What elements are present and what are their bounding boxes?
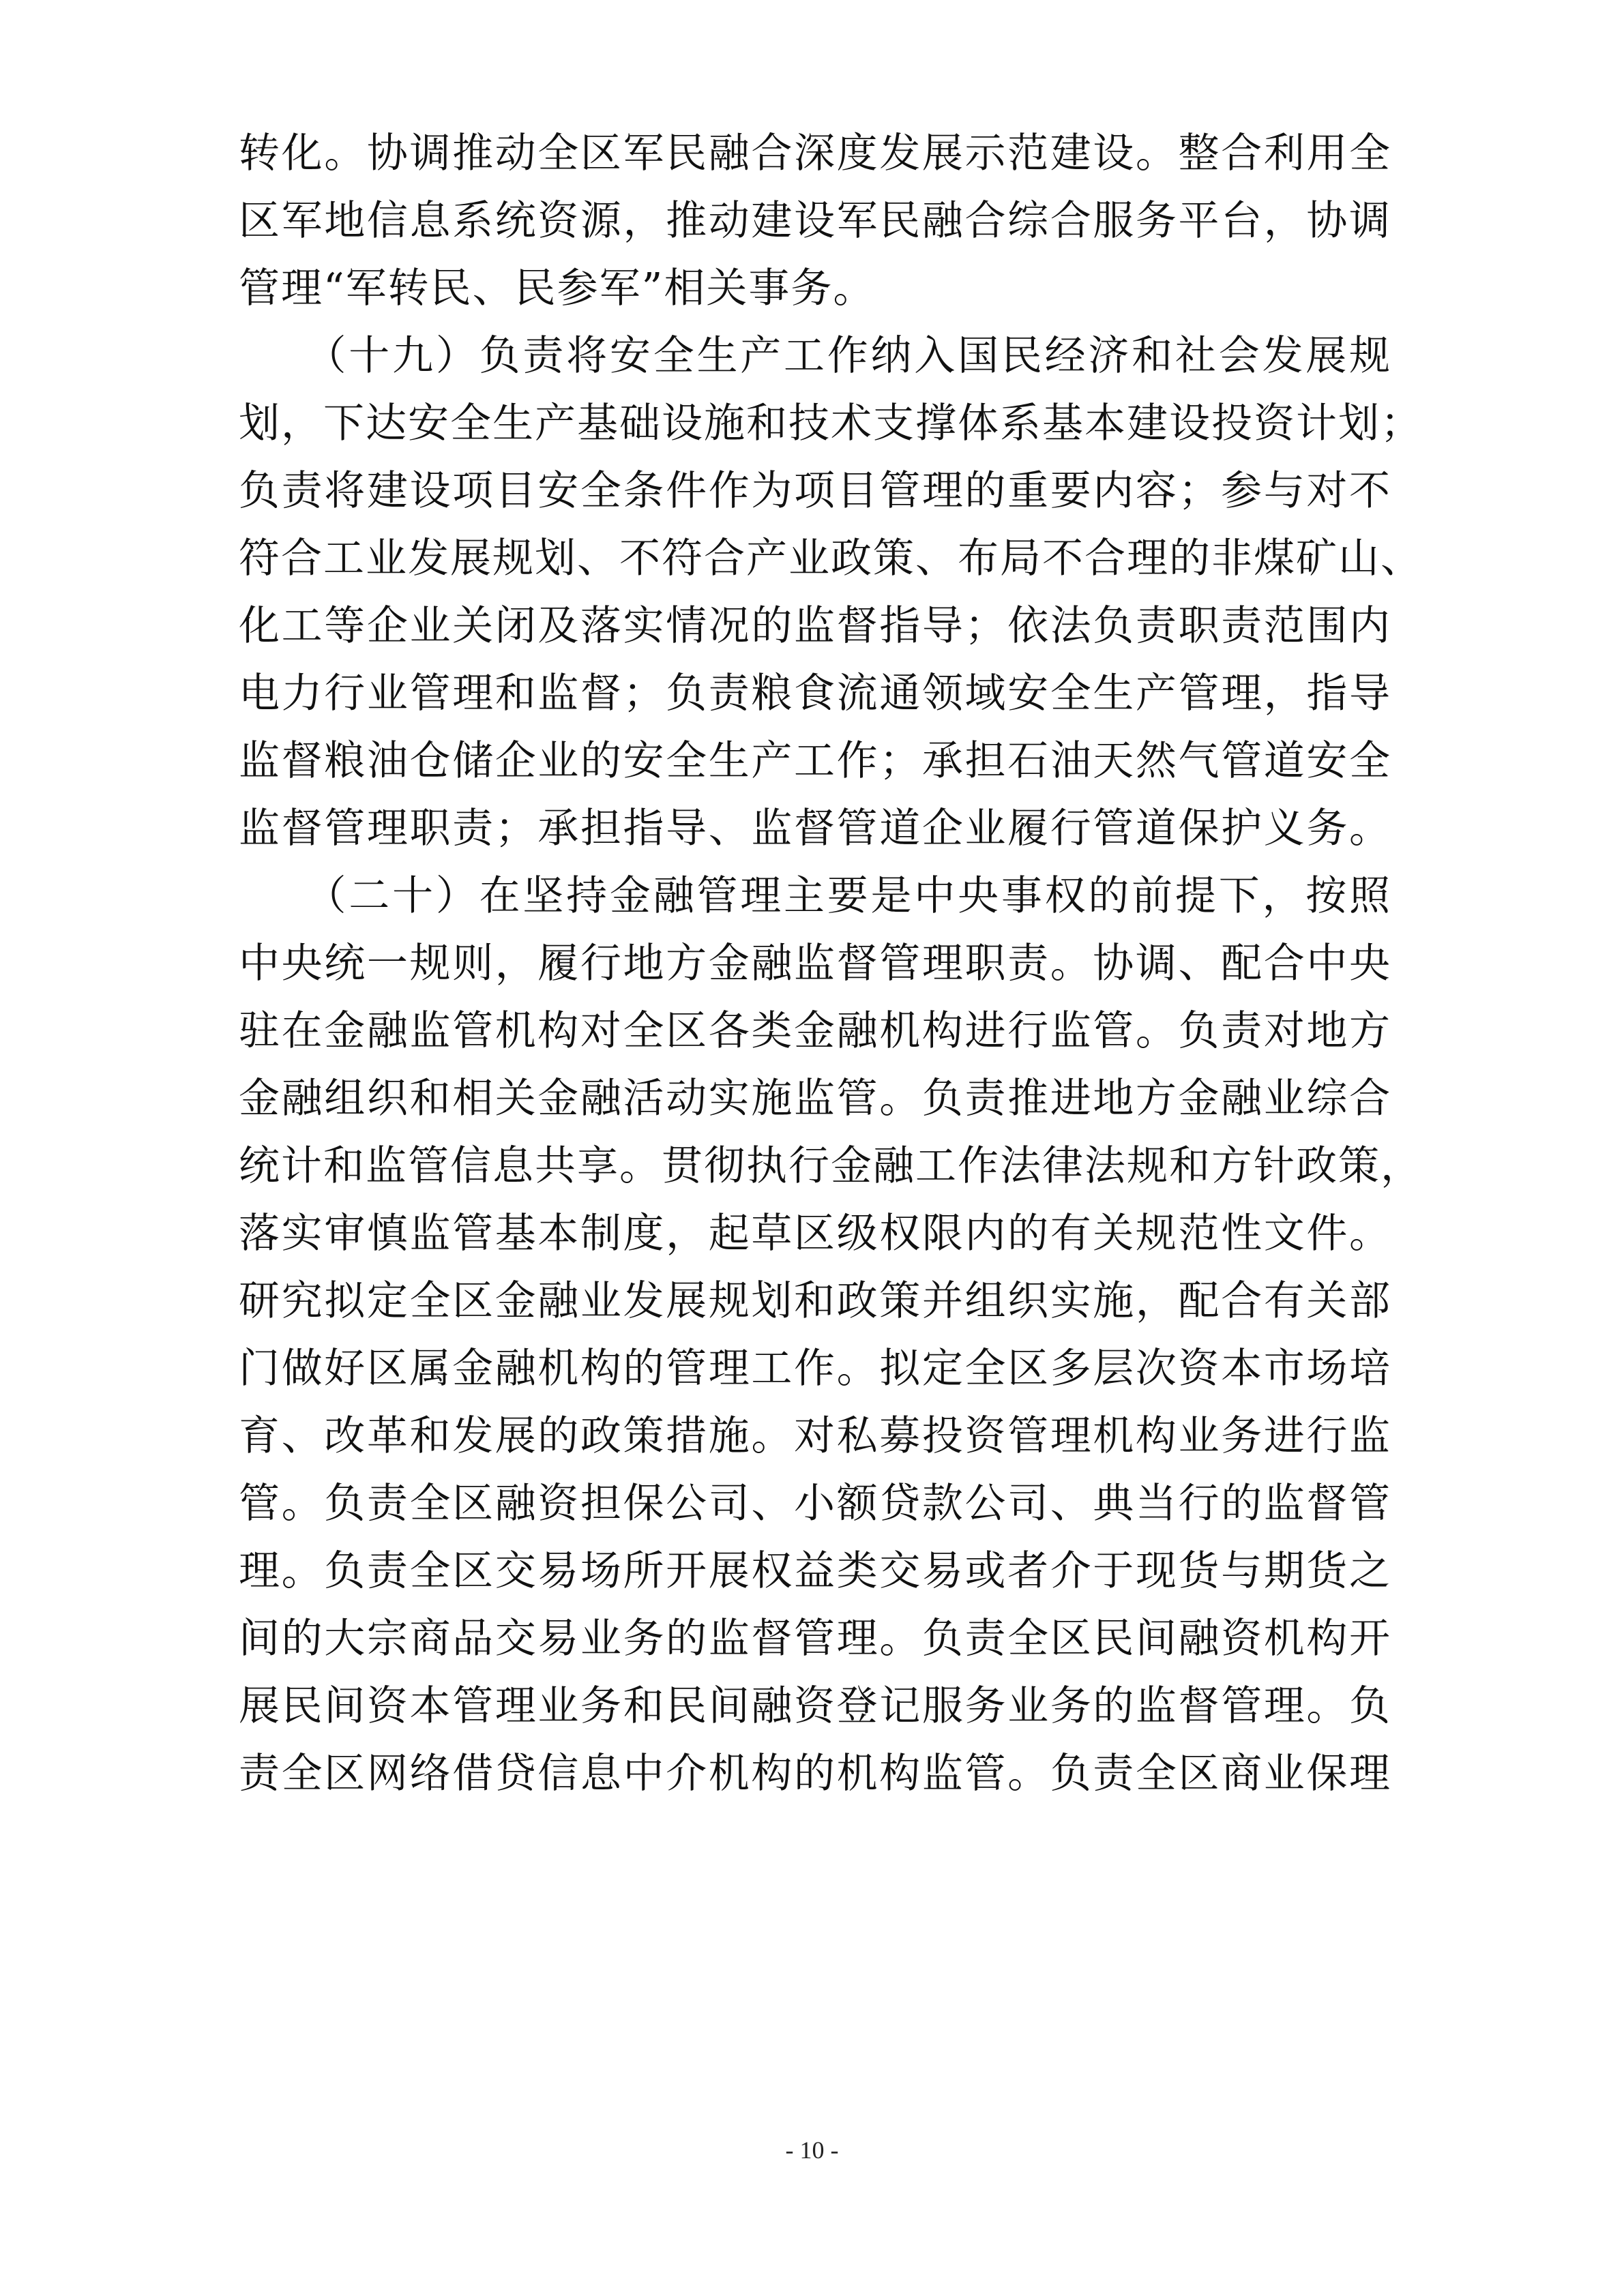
text-line: 转化。协调推动全区军民融合深度发展示范建设。整合利用全 <box>239 130 1391 177</box>
text-line: 区军地信息系统资源，推动建设军民融合综合服务平台，协调 <box>239 197 1391 245</box>
text-line: 监督粮油仓储企业的安全生产工作；承担石油天然气管道安全 <box>239 737 1391 785</box>
text-line: 门做好区属金融机构的管理工作。拟定全区多层次资本市场培 <box>239 1345 1391 1392</box>
text-line: 负责将建设项目安全条件作为项目管理的重要内容；参与对不 <box>239 467 1391 515</box>
text-line: 化工等企业关闭及落实情况的监督指导；依法负责职责范围内 <box>239 602 1391 650</box>
text-line: 管。负责全区融资担保公司、小额贷款公司、典当行的监督管 <box>239 1480 1391 1527</box>
text-line: 符合工业发展规划、不符合产业政策、布局不合理的非煤矿山、 <box>239 535 1423 582</box>
text-line: 金融组织和相关金融活动实施监管。负责推进地方金融业综合 <box>239 1075 1391 1122</box>
text-line: 中央统一规则，履行地方金融监督管理职责。协调、配合中央 <box>239 940 1391 987</box>
text-line: 展民间资本管理业务和民间融资登记服务业务的监督管理。负 <box>239 1682 1391 1730</box>
text-line: 统计和监管信息共享。贯彻执行金融工作法律法规和方针政策， <box>239 1142 1423 1190</box>
body-text <box>239 120 1423 1808</box>
text-line: 管理“军转民、民参军”相关事务。 <box>239 265 876 312</box>
text-line: （十九）负责将安全生产工作纳入国民经济和社会发展规 <box>239 332 1391 380</box>
text-line: 育、改革和发展的政策措施。对私募投资管理机构业务进行监 <box>239 1412 1391 1460</box>
text-line: 落实审慎监管基本制度，起草区级权限内的有关规范性文件。 <box>239 1210 1391 1257</box>
text-line: 驻在金融监管机构对全区各类金融机构进行监管。负责对地方 <box>239 1007 1391 1055</box>
text-line: 划，下达安全生产基础设施和技术支撑体系基本建设投资计划； <box>239 400 1423 447</box>
text-line: 理。负责全区交易场所开展权益类交易或者介于现货与期货之 <box>239 1547 1391 1595</box>
text-line: （二十）在坚持金融管理主要是中央事权的前提下，按照 <box>239 872 1391 920</box>
text-line: 责全区网络借贷信息中介机构的机构监管。负责全区商业保理 <box>239 1750 1391 1798</box>
text-line: 间的大宗商品交易业务的监督管理。负责全区民间融资机构开 <box>239 1615 1391 1663</box>
page-number: - 10 - <box>785 2136 839 2164</box>
text-line: 电力行业管理和监督；负责粮食流通领域安全生产管理，指导 <box>239 670 1391 717</box>
text-line: 监督管理职责；承担指导、监督管道企业履行管道保护义务。 <box>239 805 1391 852</box>
text-line: 研究拟定全区金融业发展规划和政策并组织实施，配合有关部 <box>239 1277 1391 1325</box>
